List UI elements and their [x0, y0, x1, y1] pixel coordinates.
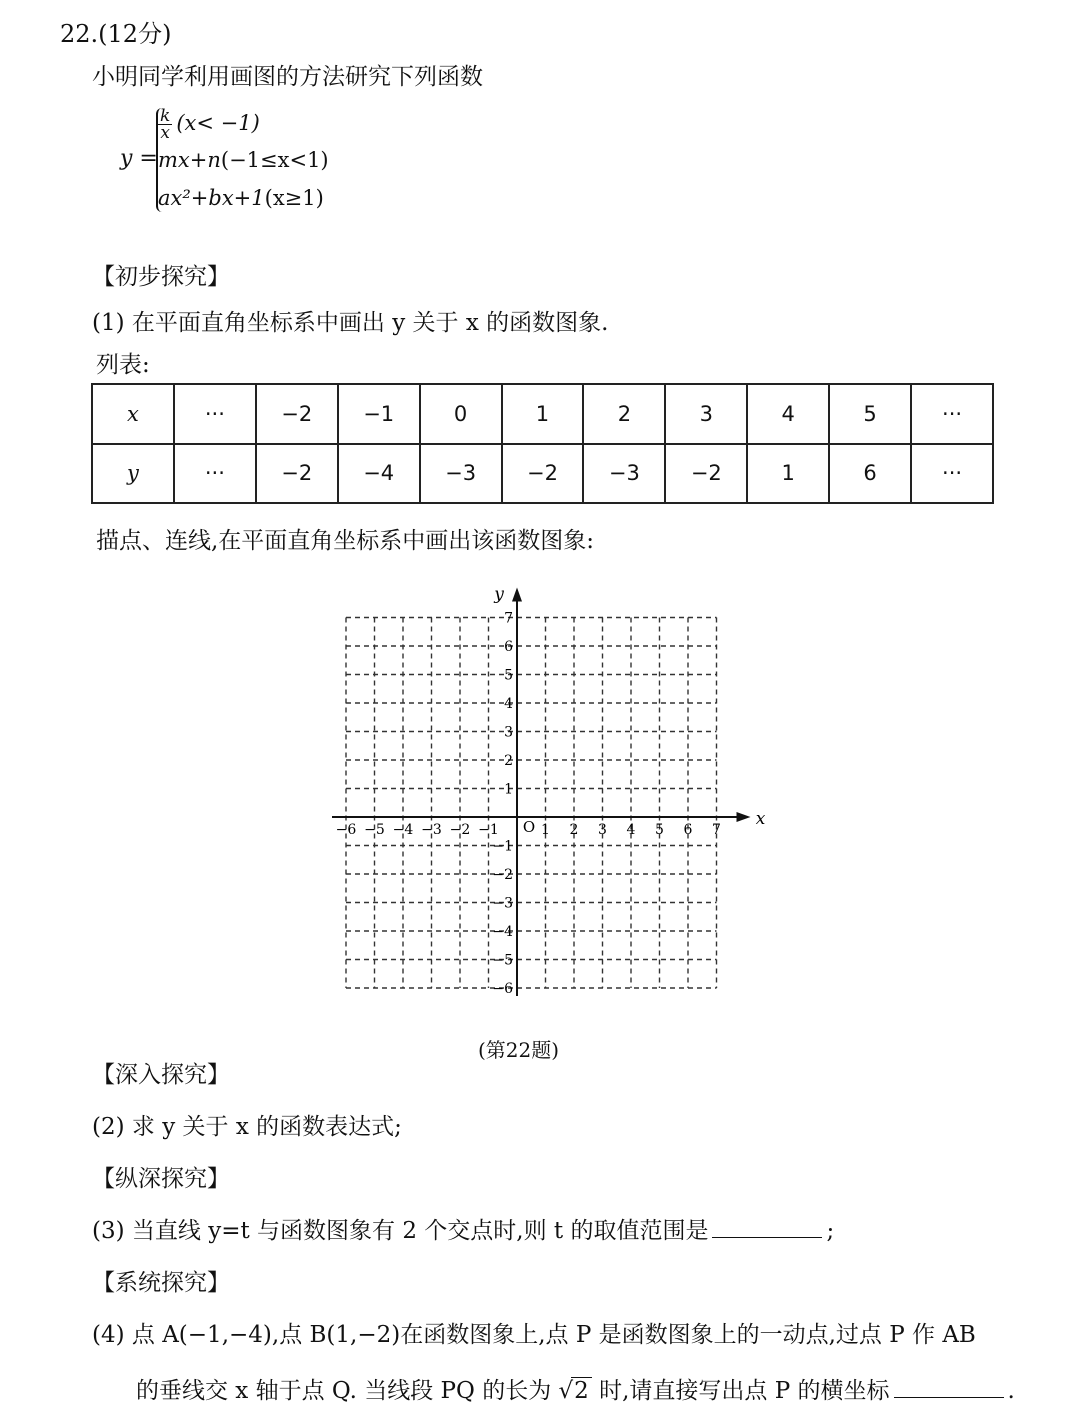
piece-2: mx+n(−1≤x<1) — [158, 148, 329, 172]
table-row-x — [92, 384, 993, 444]
x-tick-label: −5 — [364, 822, 385, 838]
x-tick-label: −2 — [449, 822, 471, 838]
table-cell: 1 — [502, 384, 584, 444]
y-tick-label: 3 — [504, 724, 513, 741]
figure-caption: (第22题) — [478, 1038, 560, 1062]
x-tick-label: −6 — [335, 822, 357, 838]
table-cell: −1 — [338, 384, 420, 444]
table-cell: −2 — [256, 444, 338, 504]
section2-title: 【深入探究】 — [92, 1062, 230, 1088]
coordinate-grid — [320, 580, 766, 1005]
y-header: y — [92, 444, 174, 504]
y-tick-label: 4 — [504, 696, 513, 712]
piece-3: ax²+bx+1(x≥1) — [158, 186, 324, 210]
table-cell: 5 — [829, 384, 911, 444]
section1-title: 【初步探究】 — [92, 264, 230, 290]
table-cell: −3 — [583, 444, 665, 504]
table-cell: 2 — [583, 384, 665, 444]
section4-line1: (4) 点 A(−1,−4),点 B(1,−2)在函数图象上,点 P 是函数图象上的一动点,过点 P 作 AB — [92, 1322, 976, 1348]
y-tick-label: −1 — [492, 838, 513, 855]
table-cell: 0 — [420, 384, 502, 444]
x-tick-label: 6 — [683, 822, 693, 838]
x-tick-label: 7 — [712, 822, 721, 838]
x-tick-label: −4 — [392, 822, 414, 838]
y-tick-label: −5 — [492, 952, 513, 969]
table-label: 列表: — [96, 352, 150, 378]
sqrt-value: 2 — [571, 1377, 592, 1404]
y-axis-arrow-icon — [512, 588, 522, 602]
table-cell: 3 — [665, 384, 747, 444]
table-cell: −4 — [338, 444, 420, 504]
x-header: x — [92, 384, 174, 444]
x-tick-label: 2 — [569, 822, 579, 838]
table-cell: 6 — [829, 444, 911, 504]
section4-line2: 的垂线交 x 轴于点 Q. 当线段 PQ 的长为 √2 时,请直接写出点 P 的横坐标 . — [136, 1378, 1015, 1404]
answer-blank-2[interactable] — [894, 1397, 1004, 1398]
x-axis-label: x — [755, 809, 766, 829]
plot-instruction: 描点、连线,在平面直角坐标系中画出该函数图象: — [96, 528, 595, 554]
y-tick-label: 2 — [504, 753, 513, 769]
piecewise-function — [120, 104, 360, 219]
table-cell: −2 — [665, 444, 747, 504]
table-cell: −3 — [420, 444, 502, 504]
x-tick-label: 4 — [626, 822, 636, 838]
table-cell: ··· — [911, 444, 993, 504]
question-intro: 小明同学利用画图的方法研究下列函数 — [92, 64, 483, 90]
y-tick-label: −3 — [492, 895, 513, 912]
table-cell: ··· — [174, 384, 256, 444]
x-axis-arrow-icon — [737, 812, 751, 822]
section4-title: 【系统探究】 — [92, 1270, 230, 1296]
section2-task: (2) 求 y 关于 x 的函数表达式; — [92, 1114, 402, 1140]
table-cell: 1 — [747, 444, 829, 504]
values-table — [91, 383, 994, 504]
section3-task: (3) 当直线 y=t 与函数图象有 2 个交点时,则 t 的取值范围是 ; — [92, 1218, 835, 1244]
y-tick-label: 7 — [504, 610, 513, 627]
fraction: $\frac{k}{x}$ — [160, 106, 171, 143]
y-tick-label: −2 — [492, 867, 513, 883]
y-tick-label: 5 — [504, 667, 513, 684]
table-cell: −2 — [502, 444, 584, 504]
table-cell: ··· — [174, 444, 256, 504]
section1-task: (1) 在平面直角坐标系中画出 y 关于 x 的函数图象. — [92, 310, 609, 336]
table-cell: ··· — [911, 384, 993, 444]
answer-blank[interactable] — [712, 1237, 822, 1238]
origin-label: O — [522, 818, 536, 836]
x-tick-label: 1 — [541, 822, 550, 838]
table-row-y — [92, 444, 993, 504]
question-number: 22.(12分) — [60, 20, 172, 48]
table-cell: −2 — [256, 384, 338, 444]
table-cell: 4 — [747, 384, 829, 444]
section3-title: 【纵深探究】 — [92, 1166, 230, 1192]
x-tick-label: −3 — [421, 822, 442, 838]
x-tick-label: 5 — [655, 822, 664, 838]
y-axis-label: y — [494, 584, 504, 605]
y-tick-label: −4 — [492, 924, 513, 940]
function-lhs: y = — [120, 146, 158, 171]
x-tick-label: 3 — [598, 822, 607, 838]
y-tick-label: −6 — [492, 981, 513, 997]
y-tick-label: 6 — [504, 639, 513, 655]
y-tick-label: 1 — [504, 781, 513, 798]
piece-1: $\frac{k}{x}$ (x< −1) — [160, 106, 260, 143]
x-tick-label: −1 — [478, 822, 499, 838]
